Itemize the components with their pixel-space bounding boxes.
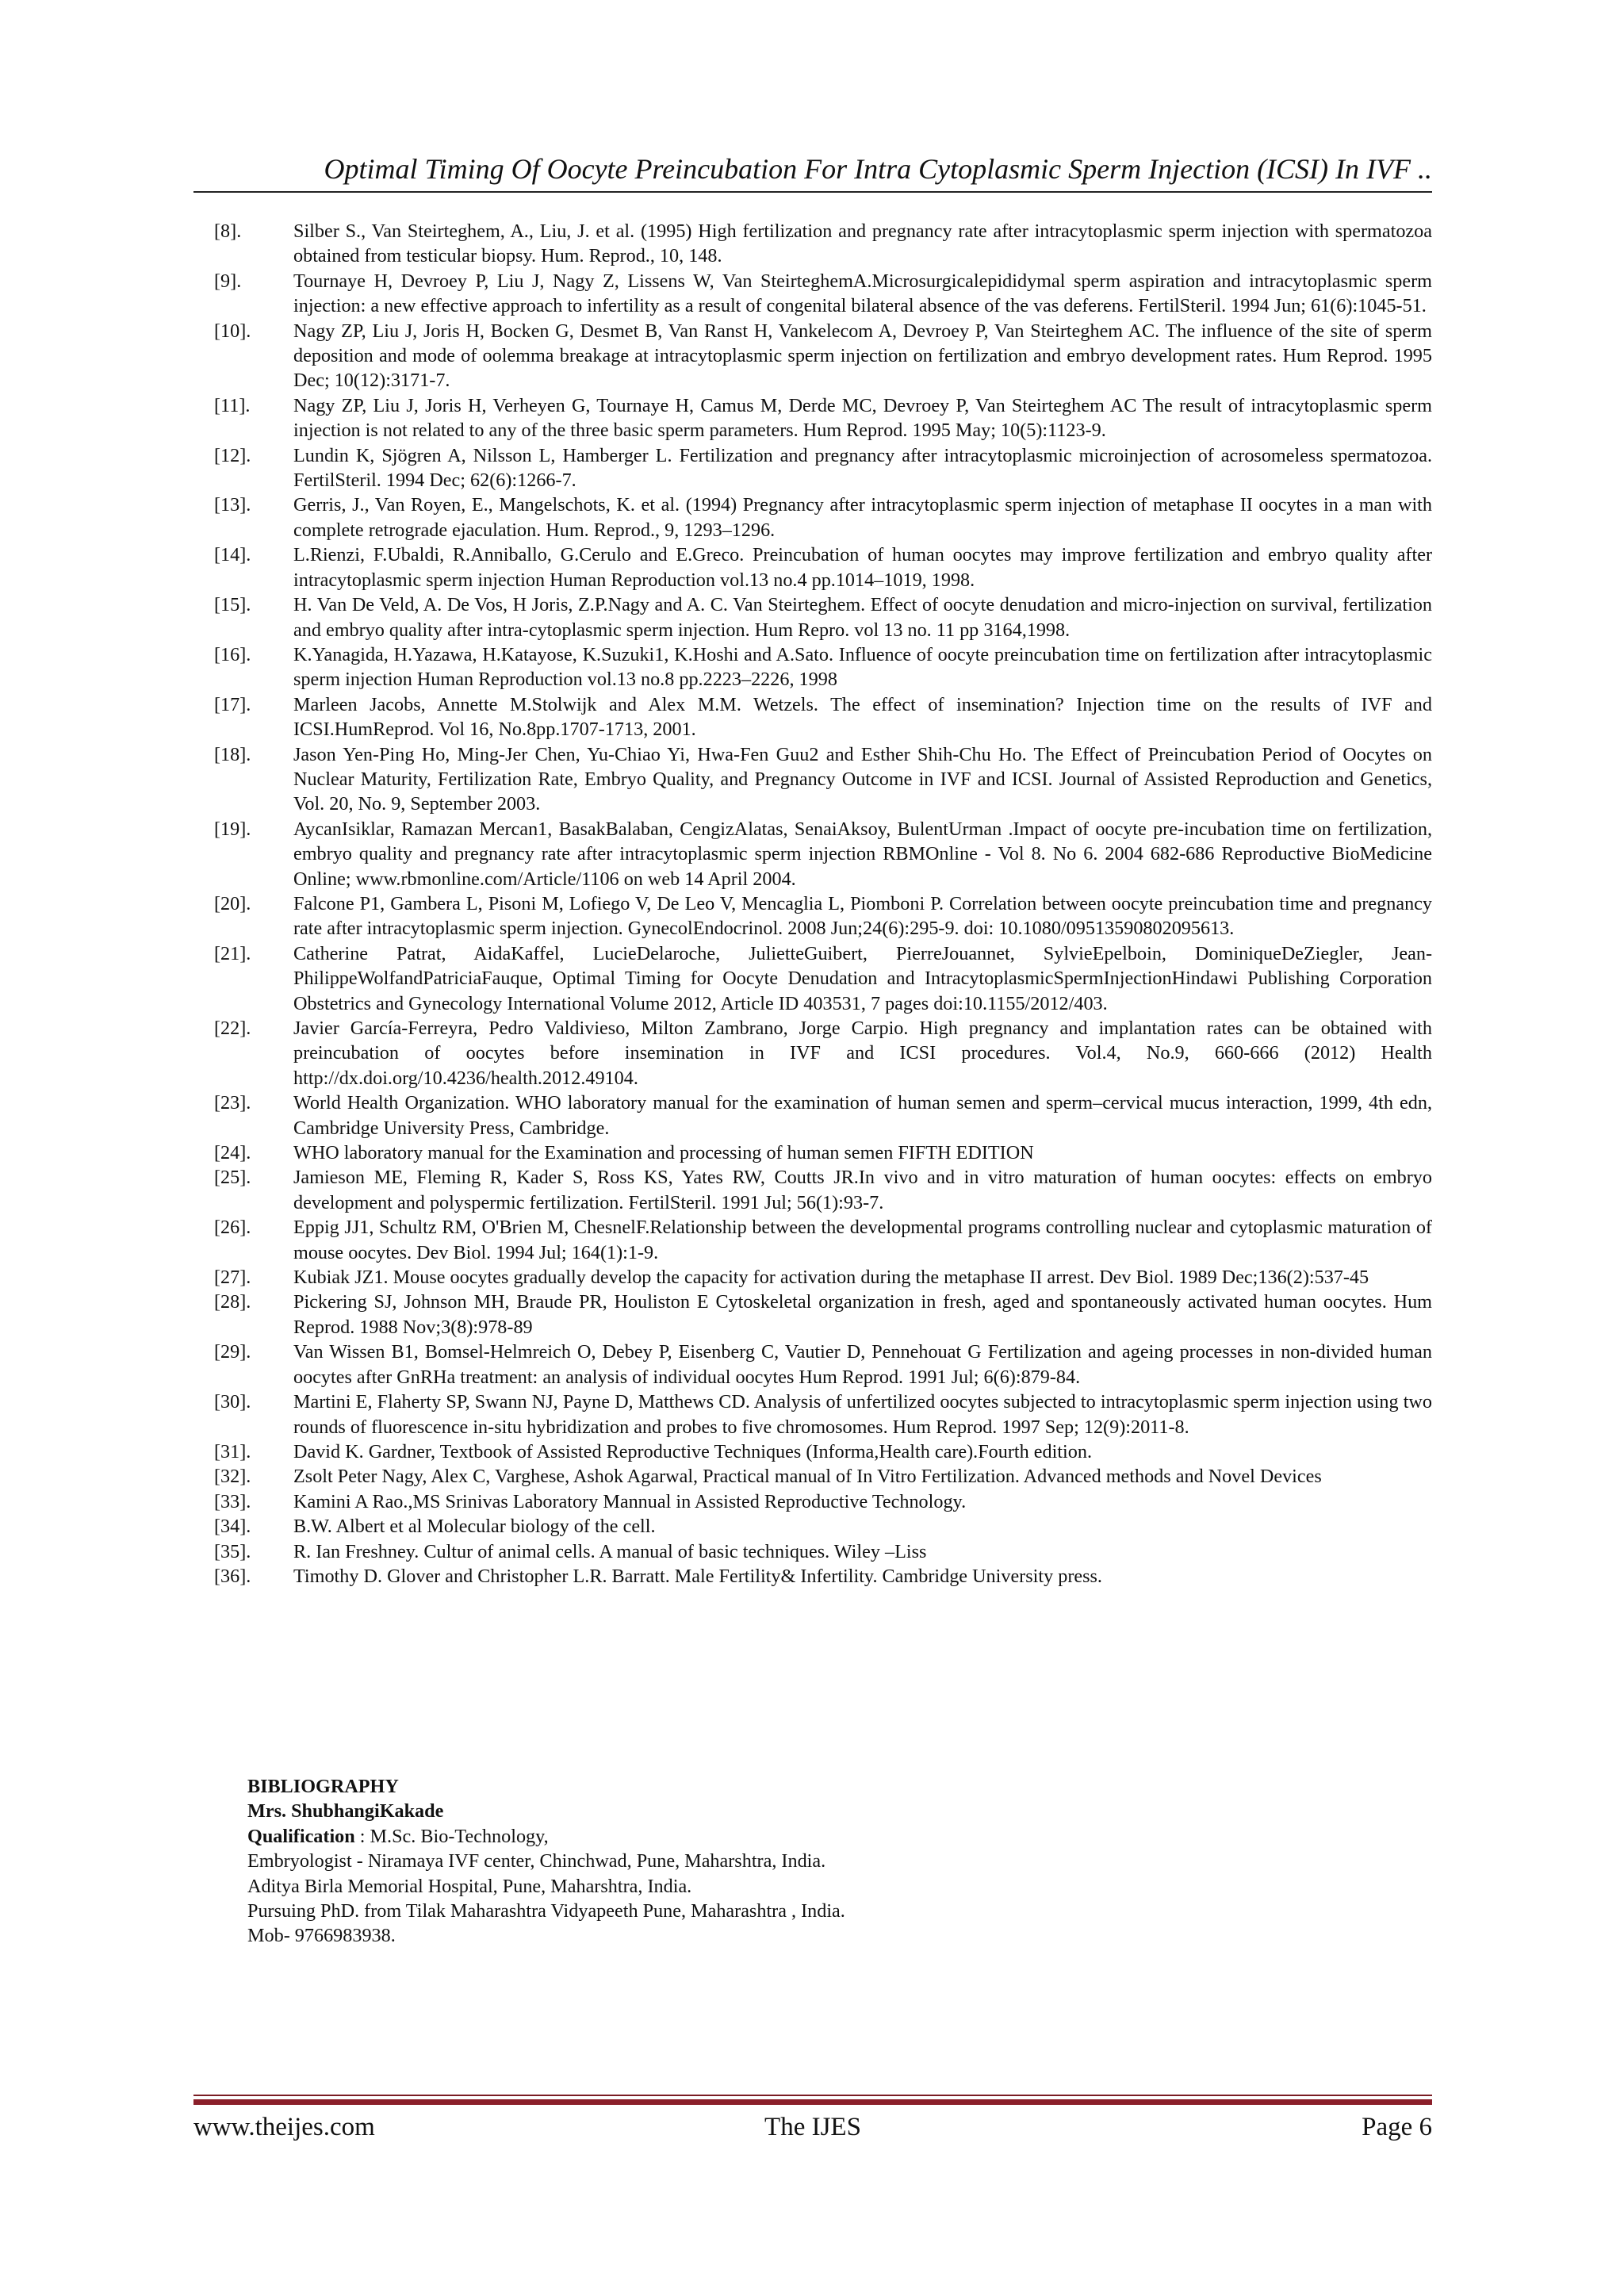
reference-text: WHO laboratory manual for the Examination and processing of human semen FIFTH EDITION (293, 1142, 1034, 1164)
reference-item (193, 542, 1432, 592)
reference-number: [23]. (214, 1092, 251, 1114)
reference-number: [22]. (214, 1018, 251, 1039)
reference-item (193, 592, 1432, 642)
bibliography-heading: BIBLIOGRAPHY (247, 1776, 399, 1797)
reference-number: [10]. (214, 320, 251, 342)
reference-item (193, 493, 1432, 542)
reference-text: B.W. Albert et al Molecular biology of the cell. (293, 1516, 656, 1538)
reference-item (193, 941, 1432, 1016)
reference-item (193, 319, 1432, 393)
footer-divider-thin (193, 2095, 1432, 2096)
reference-item (193, 219, 1432, 269)
page-footer (193, 2110, 1432, 2145)
footer-divider-thick (193, 2099, 1432, 2105)
reference-text: Catherine Patrat, AidaKaffel, LucieDelaroche, JulietteGuibert, PierreJouannet, SylvieEpelboin, DominiqueDeZiegler, Jean-PhilippeWolfandPatriciaFauque, Optimal Timing for Oocyte Denudation and IntracytoplasmicSpermInjectionHindawi Publishing Corporation Obstetrics and Gynecology International Volume 2012, Article ID 403531, 7 pages doi:10.1155/2012/403. (293, 942, 1432, 1014)
reference-item (193, 1091, 1432, 1140)
reference-item (193, 1140, 1432, 1165)
reference-text: Zsolt Peter Nagy, Alex C, Varghese, Ashok Agarwal, Practical manual of In Vitro Fertilization. Advanced methods and Novel Devices (293, 1466, 1322, 1488)
reference-number: [34]. (214, 1516, 251, 1538)
reference-text: AycanIsiklar, Ramazan Mercan1, BasakBalaban, CengizAlatas, SenaiAksoy, BulentUrman .Impact of oocyte pre-incubation time on fertilization, embryo quality and pregnancy rate after intracytoplasmic sperm injection RBMOnline - Vol 8. No 6. 2004 682-686 Reproductive BioMedicine Online; www.rbmonline.com/Article/1106 on web 14 April 2004. (293, 818, 1432, 890)
reference-text: Falcone P1, Gambera L, Pisoni M, Lofiego V, De Leo V, Mencaglia L, Piomboni P. Correlation between oocyte preincubation time and pregnancy rate after intracytoplasmic sperm injection. GynecolEndocrinol. 2008 Jun;24(6):295-9. doi: 10.1080/09513590802095613. (293, 892, 1432, 940)
author-bibliography (247, 1774, 1358, 1949)
reference-number: [14]. (214, 544, 251, 566)
reference-number: [35]. (214, 1540, 251, 1562)
reference-number: [21]. (214, 942, 251, 964)
reference-number: [33]. (214, 1490, 251, 1512)
reference-number: [26]. (214, 1217, 251, 1239)
reference-item (193, 692, 1432, 742)
reference-number: [16]. (214, 643, 251, 665)
reference-item (193, 1514, 1432, 1539)
reference-text: Martini E, Flaherty SP, Swann NJ, Payne D, Matthews CD. Analysis of unfertilized oocytes subjected to intracytoplasmic sperm injection using two rounds of fluorescence in-situ hybridization and probes to five chromosomes. Hum Reprod. 1997 Sep; 12(9):2011-8. (293, 1391, 1432, 1438)
reference-item (193, 1290, 1432, 1340)
reference-item (193, 1016, 1432, 1091)
reference-item (193, 1489, 1432, 1514)
reference-number: [24]. (214, 1142, 251, 1164)
reference-item (193, 1439, 1432, 1464)
reference-number: [32]. (214, 1466, 251, 1488)
reference-list (193, 219, 1432, 1589)
reference-text: World Health Organization. WHO laboratory manual for the examination of human semen and sperm–cervical mucus interaction, 1999, 4th edn, Cambridge University Press, Cambridge. (293, 1092, 1432, 1139)
reference-number: [27]. (214, 1267, 251, 1289)
reference-item (193, 269, 1432, 319)
bio-line-mobile: Mob- 9766983938. (247, 1925, 396, 1947)
reference-text: L.Rienzi, F.Ubaldi, R.Anniballo, G.Cerulo and E.Greco. Preincubation of human oocytes may improve fertilization and embryo quality after intracytoplasmic sperm injection Human Reproduction vol.13 no.4 pp.1014–1019, 1998. (293, 544, 1432, 591)
reference-number: [17]. (214, 693, 251, 715)
reference-number: [25]. (214, 1167, 251, 1189)
footer-website-link[interactable]: www.theijes.com (193, 2113, 375, 2141)
reference-item (193, 642, 1432, 692)
reference-item (193, 443, 1432, 493)
reference-text: Timothy D. Glover and Christopher L.R. Barratt. Male Fertility& Infertility. Cambridge University press. (293, 1565, 1102, 1587)
reference-item (193, 1564, 1432, 1589)
reference-number: [8]. (214, 220, 242, 242)
reference-text: Kubiak JZ1. Mouse oocytes gradually develop the capacity for activation during the metaphase II arrest. Dev Biol. 1989 Dec;136(2):537-45 (293, 1267, 1369, 1289)
author-name: Mrs. ShubhangiKakade (247, 1800, 444, 1823)
reference-text: R. Ian Freshney. Cultur of animal cells. A manual of basic techniques. Wiley –Liss (293, 1540, 927, 1562)
qualification-label: Qualification (247, 1825, 355, 1847)
reference-text: Pickering SJ, Johnson MH, Braude PR, Houliston E Cytoskeletal organization in fresh, aged and spontaneously activated human oocytes. Hum Reprod. 1988 Nov;3(8):978-89 (293, 1291, 1432, 1338)
footer-journal-name: The IJES (764, 2113, 861, 2141)
reference-text: H. Van De Veld, A. De Vos, H Joris, Z.P.Nagy and A. C. Van Steirteghem. Effect of oocyte denudation and micro-injection on survival, fertilization and embryo quality after intra-cytoplasmic sperm injection. Hum Repro. vol 13 no. 11 pp 3164,1998. (293, 594, 1432, 641)
reference-item (193, 1464, 1432, 1489)
reference-number: [31]. (214, 1440, 251, 1462)
reference-number: [11]. (214, 394, 251, 416)
reference-text: Tournaye H, Devroey P, Liu J, Nagy Z, Lissens W, Van SteirteghemA.Microsurgicalepididymal sperm aspiration and intracytoplasmic sperm injection: a new effective approach to infertility as a result of congenital bilateral absence of the vas deferens. FertilSteril. 1994 Jun; 61(6):1045-51. (293, 270, 1432, 317)
reference-text: Jason Yen-Ping Ho, Ming-Jer Chen, Yu-Chiao Yi, Hwa-Fen Guu2 and Esther Shih-Chu Ho. The Effect of Preincubation Period of Oocytes on Nuclear Maturity, Fertilization Rate, Embryo Quality, and Pregnancy Outcome in IVF and ICSI. Journal of Assisted Reproduction and Genetics, Vol. 20, No. 9, September 2003. (293, 743, 1432, 815)
reference-item (193, 1539, 1432, 1564)
reference-text: Nagy ZP, Liu J, Joris H, Verheyen G, Tournaye H, Camus M, Derde MC, Devroey P, Van Steirteghem AC The result of intracytoplasmic sperm injection is not related to any of the three basic sperm parameters. Hum Reprod. 1995 May; 10(5):1123-9. (293, 394, 1432, 442)
reference-text: Marleen Jacobs, Annette M.Stolwijk and Alex M.M. Wetzels. The effect of insemination? Injection time on the results of IVF and ICSI.HumReprod. Vol 16, No.8pp.1707-1713, 2001. (293, 693, 1432, 741)
reference-item (193, 891, 1432, 941)
reference-number: [20]. (214, 892, 251, 914)
reference-text: Kamini A Rao.,MS Srinivas Laboratory Mannual in Assisted Reproductive Technology. (293, 1490, 967, 1512)
reference-text: Van Wissen B1, Bomsel-Helmreich O, Debey P, Eisenberg C, Vautier D, Pennehouat G Fertilization and ageing processes in non-divided human oocytes after GnRHa treatment: an analysis of individual oocytes Hum Reprod. 1991 Jul; 6(6):879-84. (293, 1341, 1432, 1388)
reference-number: [9]. (214, 270, 242, 292)
reference-item (193, 1215, 1432, 1265)
reference-text: Eppig JJ1, Schultz RM, O'Brien M, ChesnelF.Relationship between the developmental programs controlling nuclear and cytoplasmic maturation of mouse oocytes. Dev Biol. 1994 Jul; 164(1):1-9. (293, 1217, 1432, 1263)
reference-text: Lundin K, Sjögren A, Nilsson L, Hamberger L. Fertilization and pregnancy after intracytoplasmic microinjection of acrosomeless spermatozoa. FertilSteril. 1994 Dec; 62(6):1266-7. (293, 444, 1432, 492)
reference-text: Javier García-Ferreyra, Pedro Valdivieso, Milton Zambrano, Jorge Carpio. High pregnancy and implantation rates can be obtained with preincubation of oocytes before insemination in IVF and ICSI procedures. Vol.4, No.9, 660-666 (2012) Health http://dx.doi.org/10.4236/health.2012.49104. (293, 1018, 1432, 1089)
bio-line-embryologist: Embryologist - Niramaya IVF center, Chinchwad, Pune, Maharshtra, India. (247, 1850, 826, 1872)
reference-number: [18]. (214, 743, 251, 765)
reference-number: [19]. (214, 818, 251, 840)
qualification-line (247, 1824, 1358, 1849)
reference-number: [12]. (214, 444, 251, 466)
reference-item (193, 1265, 1432, 1290)
qualification-value: : M.Sc. Bio-Technology, (354, 1825, 549, 1847)
reference-text: K.Yanagida, H.Yazawa, H.Katayose, K.Suzuki1, K.Hoshi and A.Sato. Influence of oocyte preincubation time on fertilization after intracytoplasmic sperm injection Human Reproduction vol.13 no.8 pp.2223–2226, 1998 (293, 643, 1432, 691)
reference-item (193, 742, 1432, 817)
running-header-title: Optimal Timing Of Oocyte Preincubation For Intra Cytoplasmic Sperm Injection (ICSI) In IVF .. (324, 153, 1432, 185)
reference-text: David K. Gardner, Textbook of Assisted Reproductive Techniques (Informa,Health care).Fourth edition. (293, 1440, 1093, 1462)
reference-number: [15]. (214, 594, 251, 616)
reference-number: [29]. (214, 1341, 251, 1363)
reference-text: Gerris, J., Van Royen, E., Mangelschots, K. et al. (1994) Pregnancy after intracytoplasmic sperm injection of metaphase II oocytes in a man with complete retrograde ejaculation. Hum. Reprod., 9, 1293–1296. (293, 494, 1432, 541)
reference-item (193, 1340, 1432, 1389)
reference-text: Silber S., Van Steirteghem, A., Liu, J. et al. (1995) High fertilization and pregnancy rate after intracytoplasmic sperm injection with spermatozoa obtained from testicular biopsy. Hum. Reprod., 10, 148. (293, 220, 1432, 267)
reference-number: [28]. (214, 1291, 251, 1313)
reference-item (193, 1389, 1432, 1439)
reference-number: [13]. (214, 494, 251, 516)
reference-number: [30]. (214, 1391, 251, 1413)
reference-item (193, 393, 1432, 443)
reference-number: [36]. (214, 1565, 251, 1587)
header-divider (193, 191, 1432, 193)
bio-line-hospital: Aditya Birla Memorial Hospital, Pune, Maharshtra, India. (247, 1875, 692, 1897)
reference-item (193, 817, 1432, 891)
bio-line-phd: Pursuing PhD. from Tilak Maharashtra Vidyapeeth Pune, Maharashtra , India. (247, 1900, 845, 1922)
reference-item (193, 1165, 1432, 1215)
reference-text: Jamieson ME, Fleming R, Kader S, Ross KS, Yates RW, Coutts JR.In vivo and in vitro maturation of human oocytes: effects on embryo development and polyspermic fertilization. FertilSteril. 1991 Jul; 56(1):93-7. (293, 1167, 1432, 1213)
footer-page-number: Page 6 (1362, 2113, 1432, 2141)
reference-text: Nagy ZP, Liu J, Joris H, Bocken G, Desmet B, Van Ranst H, Vankelecom A, Devroey P, Van Steirteghem AC. The influence of the site of sperm deposition and mode of oolemma breakage at intracytoplasmic sperm injection on fertilization and embryo development rates. Hum Reprod. 1995 Dec; 10(12):3171-7. (293, 320, 1432, 392)
